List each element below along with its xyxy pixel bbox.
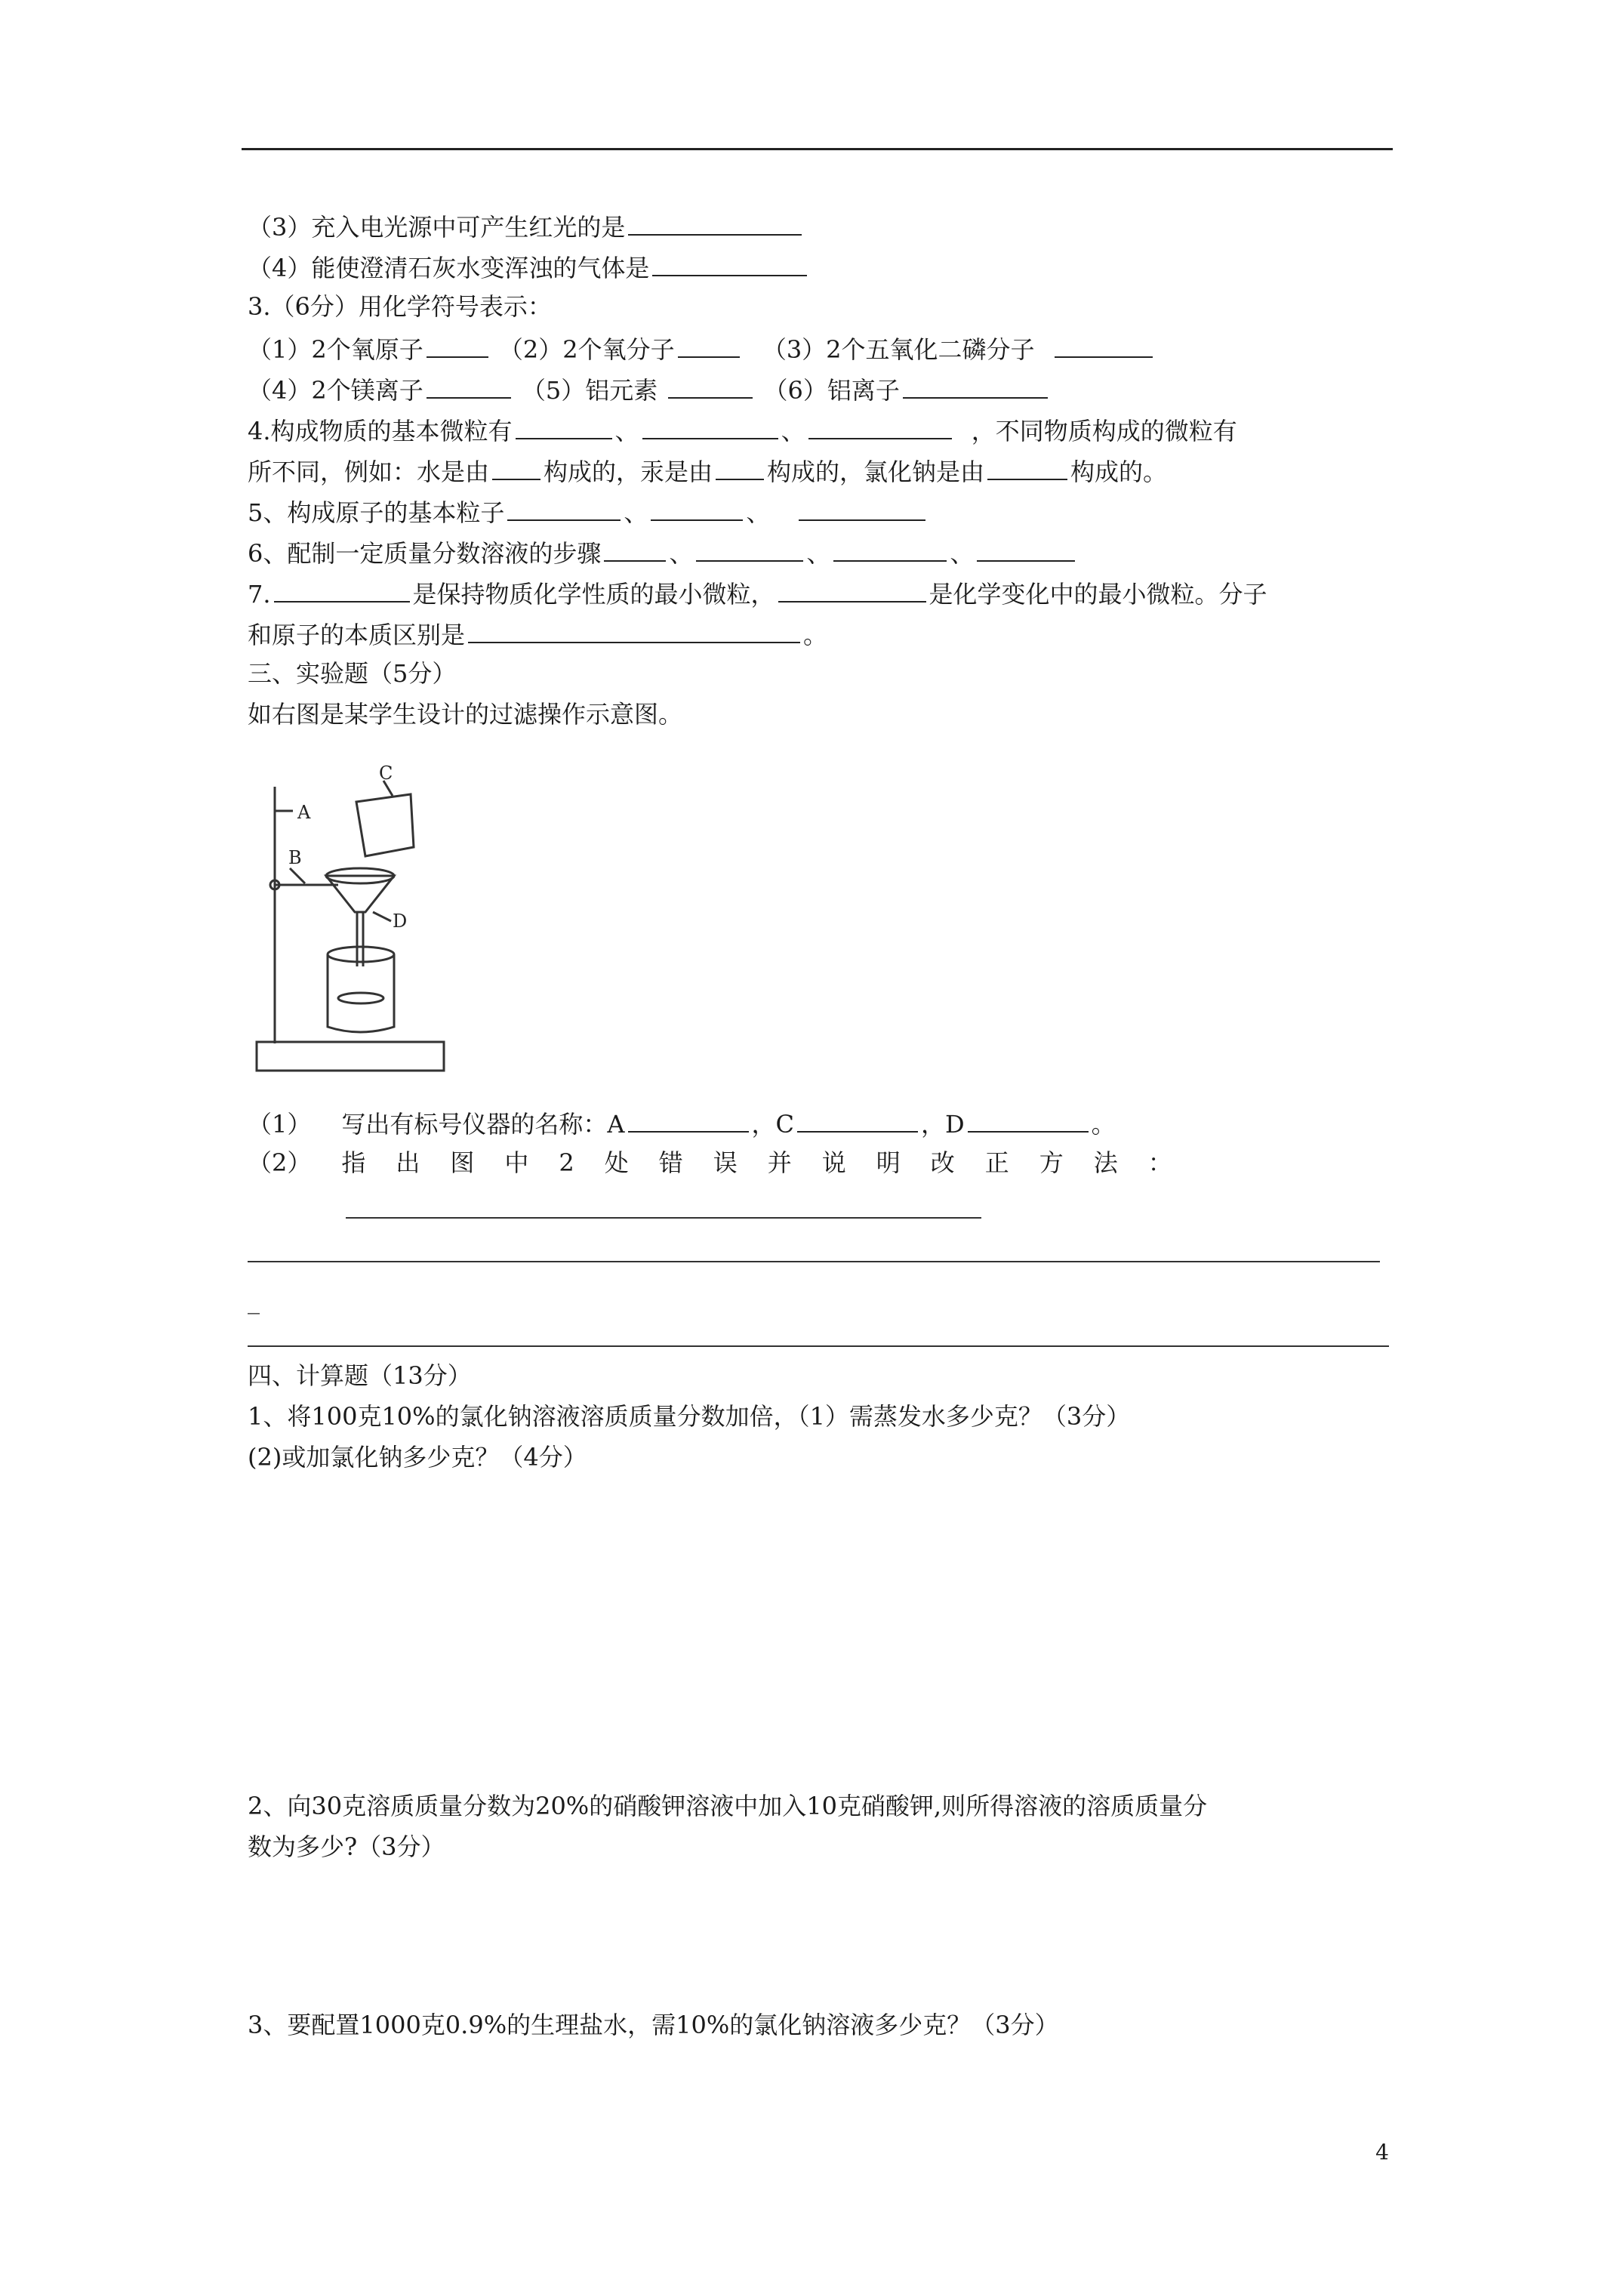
- section-3-question-1: （1） 写出有标号仪器的名称：A ，C ，D 。: [248, 1105, 1116, 1141]
- answer-blank[interactable]: [696, 535, 803, 562]
- answer-blank[interactable]: [468, 616, 800, 643]
- answer-blank[interactable]: [492, 453, 540, 480]
- label-leader-d: [373, 912, 391, 921]
- answer-blank[interactable]: [797, 1105, 918, 1133]
- section-4-question-2b: 数为多少?（3分）: [248, 1832, 445, 1861]
- question-2-3: （3）充入电光源中可产生红光的是: [248, 208, 805, 244]
- answer-line[interactable]: [248, 1345, 1389, 1347]
- answer-blank[interactable]: [668, 371, 753, 399]
- beaker-liquid: [338, 993, 383, 1003]
- label-a: A: [297, 802, 311, 823]
- answer-blank[interactable]: [628, 1105, 749, 1133]
- header-rule: [242, 148, 1393, 150]
- answer-blank[interactable]: [808, 412, 952, 439]
- answer-blank[interactable]: [651, 494, 743, 521]
- answer-blank[interactable]: [427, 331, 488, 358]
- question-3-row-2: （4）2个镁离子 （5）铝元素 （6）铝离子: [248, 371, 1051, 407]
- section-4-title: 四、计算题（13分）: [248, 1361, 472, 1390]
- answer-line[interactable]: [346, 1217, 981, 1219]
- answer-blank[interactable]: [274, 575, 410, 603]
- label-d: D: [393, 911, 408, 932]
- pouring-beaker: [356, 794, 414, 856]
- answer-blank[interactable]: [678, 331, 740, 358]
- answer-blank[interactable]: [1055, 331, 1153, 358]
- answer-blank[interactable]: [968, 1105, 1089, 1133]
- answer-blank[interactable]: [642, 412, 778, 439]
- answer-blank[interactable]: [778, 575, 926, 603]
- section-4-question-1b: (2)或加氯化钠多少克？（4分）: [248, 1443, 587, 1472]
- label-b: B: [288, 847, 302, 868]
- section-4-question-2: 2、向30克溶质质量分数为20%的硝酸钾溶液中加入10克硝酸钾,则所得溶液的溶质质量分: [248, 1792, 1208, 1820]
- filtration-apparatus-figure: [243, 764, 447, 1081]
- section-4-question-1: 1、将100克10%的氯化钠溶液溶质质量分数加倍，（1）需蒸发水多少克？（3分）: [248, 1402, 1131, 1431]
- question-3-title: 3.（6分）用化学符号表示：: [248, 292, 552, 321]
- answer-blank[interactable]: [716, 453, 764, 480]
- section-3-intro: 如右图是某学生设计的过滤操作示意图。: [248, 700, 683, 729]
- answer-blank[interactable]: [628, 208, 802, 236]
- page-number: 4: [1375, 2140, 1389, 2165]
- question-3-row-1: （1）2个氧原子 （2）2个氧分子 （3）2个五氧化二磷分子: [248, 331, 1156, 366]
- stand-base: [257, 1042, 444, 1071]
- section-4-question-3: 3、要配置1000克0.9%的生理盐水，需10%的氯化钠溶液多少克？（3分）: [248, 2011, 1059, 2039]
- answer-blank[interactable]: [833, 535, 947, 562]
- question-4-row-1: 4.构成物质的基本微粒有 、 、 ，不同物质构成的微粒有: [248, 412, 1237, 448]
- answer-blank[interactable]: [799, 494, 925, 521]
- answer-dash: _: [248, 1286, 260, 1314]
- section-3-title: 三、实验题（5分）: [248, 659, 457, 688]
- answer-blank[interactable]: [604, 535, 666, 562]
- answer-blank[interactable]: [987, 453, 1067, 480]
- question-4-row-2: 所不同，例如：水是由 构成的，汞是由 构成的，氯化钠是由 构成的。: [248, 453, 1167, 488]
- question-6: 6、配制一定质量分数溶液的步骤 、 、 、: [248, 535, 1078, 570]
- label-leader-b: [290, 868, 305, 883]
- question-2-4: （4）能使澄清石灰水变浑浊的气体是: [248, 249, 810, 285]
- beaker-rim: [328, 947, 394, 962]
- answer-blank[interactable]: [516, 412, 612, 439]
- question-5: 5、构成原子的基本粒子 、 、: [248, 494, 929, 529]
- answer-blank[interactable]: [903, 371, 1048, 399]
- answer-blank[interactable]: [427, 371, 511, 399]
- answer-blank[interactable]: [977, 535, 1075, 562]
- answer-blank[interactable]: [507, 494, 621, 521]
- label-c: C: [379, 764, 393, 784]
- answer-line[interactable]: [248, 1261, 1380, 1262]
- question-7-row-1: 7. 是保持物质化学性质的最小微粒， 是化学变化中的最小微粒。分子: [248, 575, 1267, 611]
- question-7-row-2: 和原子的本质区别是 。: [248, 616, 827, 652]
- answer-blank[interactable]: [652, 249, 807, 276]
- section-3-question-2: （2） 指出图中2处错误并说明改正方法：: [248, 1148, 1203, 1177]
